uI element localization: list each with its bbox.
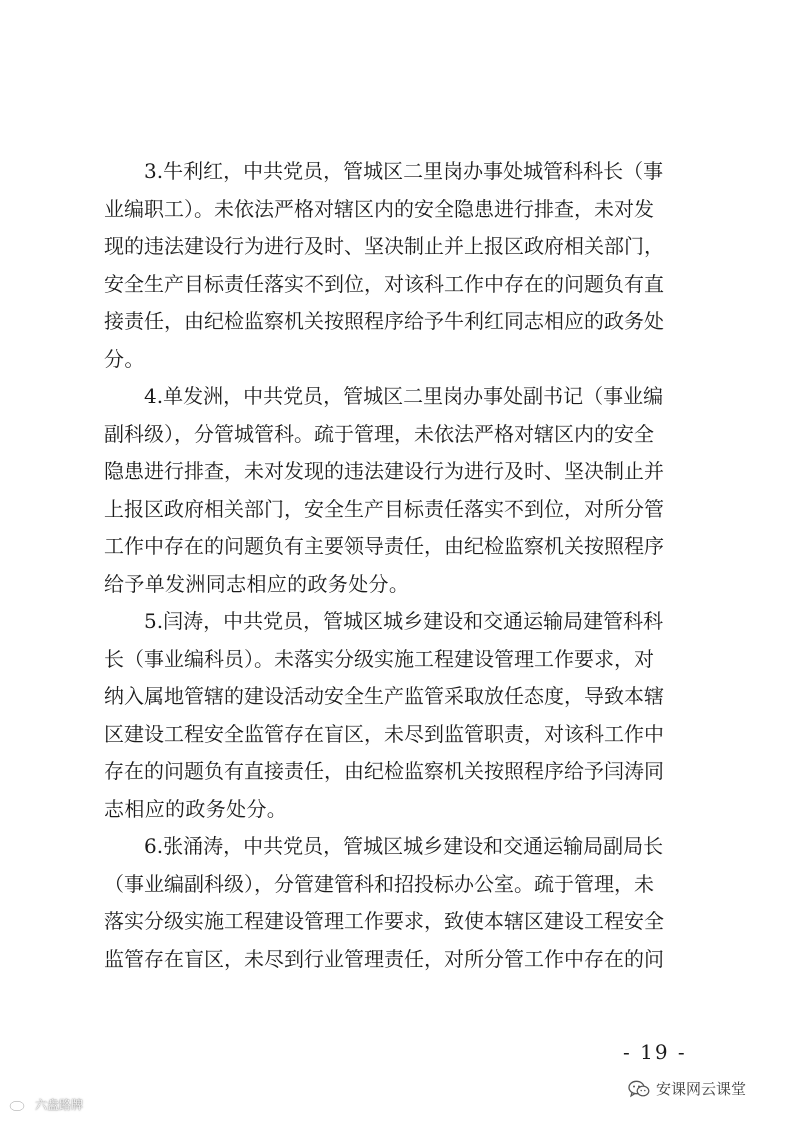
wechat-icon (628, 1080, 650, 1098)
text-line: 工作中存在的问题负有主要领导责任，由纪检监察机关按照程序 (104, 534, 664, 558)
text-line: 分。 (104, 346, 145, 371)
text-line: 存在的问题负有直接责任，由纪检监察机关按照程序给予闫涛同 (104, 759, 664, 783)
weibo-icon (8, 1098, 32, 1112)
document-body (104, 153, 696, 978)
corner-watermark (8, 1096, 83, 1113)
text-line: 监管存在盲区，未尽到行业管理责任，对所分管工作中存在的问 (104, 946, 664, 971)
wechat-watermark (628, 1078, 746, 1099)
page-number: - 19 - (623, 1040, 687, 1064)
text-line: 给予单发洲同志相应的政务处分。 (104, 571, 410, 596)
wechat-account-label: 安课网云课堂 (656, 1080, 747, 1098)
text-line: 安全生产目标责任落实不到位，对该科工作中存在的问题负有直 (104, 271, 664, 296)
text-line: 上报区政府相关部门，安全生产目标责任落实不到位，对所分管 (104, 496, 664, 521)
text-line: 隐患进行排查，未对发现的违法建设行为进行及时、坚决制止并 (104, 459, 664, 483)
text-line: 接责任，由纪检监察机关按照程序给予牛利红同志相应的政务处 (104, 309, 664, 333)
text-line: 志相应的政务处分。 (104, 796, 288, 821)
text-line: 6.张涌涛，中共党员，管城区城乡建设和交通运输局副局长 (144, 834, 664, 858)
text-line: 副科级），分管城管科。疏于管理，未依法严格对辖区内的安全 (104, 421, 654, 446)
text-line: （事业编副科级），分管建管科和招投标办公室。疏于管理，未 (104, 871, 654, 896)
text-line: 现的违法建设行为进行及时、坚决制止并上报区政府相关部门， (104, 234, 664, 258)
text-line: 落实分级实施工程建设管理工作要求，致使本辖区建设工程安全 (104, 909, 664, 933)
text-line: 业编职工）。未依法严格对辖区内的安全隐患进行排查，未对发 (104, 196, 654, 221)
text-line: 长（事业编科员）。未落实分级实施工程建设管理工作要求，对 (104, 646, 654, 671)
text-line: 5.闫涛，中共党员，管城区城乡建设和交通运输局建管科科 (144, 609, 664, 633)
text-line: 4.单发洲，中共党员，管城区二里岗办事处副书记（事业编 (144, 384, 664, 408)
text-line: 3.牛利红，中共党员，管城区二里岗办事处城管科科长（事 (144, 159, 664, 183)
text-line: 区建设工程安全监管存在盲区，未尽到监管职责，对该科工作中 (104, 721, 664, 746)
corner-watermark-label: 六盘路牌 (35, 1098, 84, 1112)
text-line: 纳入属地管辖的建设活动安全生产监管采取放任态度，导致本辖 (104, 684, 664, 708)
